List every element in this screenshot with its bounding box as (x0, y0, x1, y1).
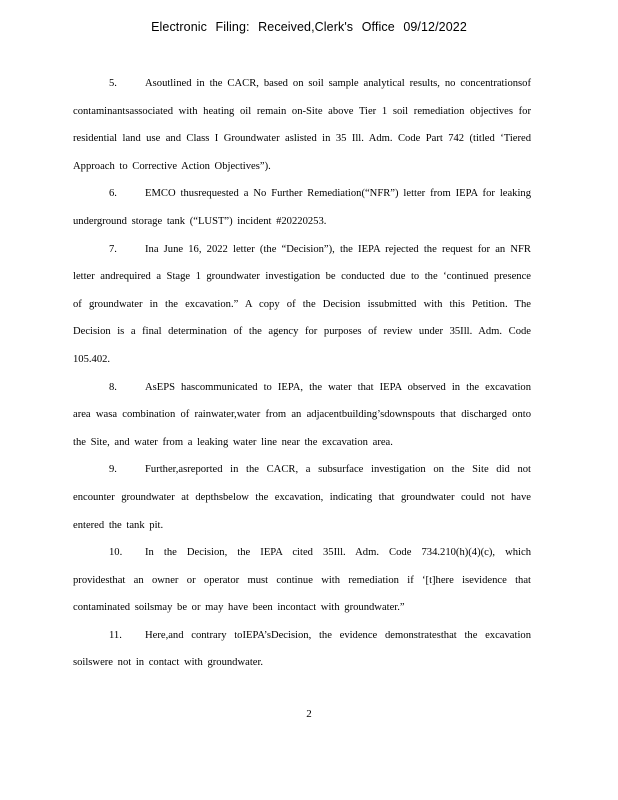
paragraph-text: Asoutlined in the CACR, based on soil sample analytical results, no concentrationsof contaminantsassociated with heating oil remain on-Site above Tier 1 soil remediation objectives for residential land use and Class I Groundwater aslisted in 35 Ill. Adm. Code Part 742 (titled ‘Tiered Approach to Corrective Action Objectives”). (73, 78, 531, 172)
document-body (73, 70, 531, 677)
paragraph-text: In the Decision, the IEPA cited 35Ill. Adm. Code 734.210(h)(4)(c), which providesthat an owner or operator must continue with remediation if ‘[t]here isevidence that contaminated soilsmay be or may have been incontact with groundwater.” (73, 547, 531, 614)
paragraph-10 (73, 539, 531, 622)
paragraph-number: 6. (109, 188, 117, 200)
paragraph-text: Here,and contrary toIEPA’sDecision, the evidence demonstratesthat the excavation soilswere not in contact with groundwater. (73, 629, 531, 669)
paragraph-text: Ina June 16, 2022 letter (the “Decision”), the IEPA rejected the request for an NFR letter andrequired a Stage 1 groundwater investigation be conducted due to the ‘continued presence of groundwater in the excavation.” A copy of the Decision issubmitted with this Petition. The Decision is a final determination of the agency for purposes of review under 35Ill. Adm. Code 105.402. (73, 243, 531, 365)
paragraph-11 (73, 622, 531, 677)
paragraph-number: 5. (109, 78, 117, 89)
paragraph-text: Further,asreported in the CACR, a subsurface investigation on the Site did not encounter groundwater at depthsbelow the excavation, indicating that groundwater could not have entered the tank pit. (73, 464, 531, 531)
paragraph-9 (73, 456, 531, 539)
paragraph-5 (73, 70, 531, 180)
paragraph-number: 8. (109, 381, 117, 393)
paragraph-text: AsEPS hascommunicated to IEPA, the water that IEPA observed in the excavation area wasa combination of rainwater,water from an adjacentbuilding’sdownspouts that discharged onto the Site, and water from a leaking water line near the excavation area. (73, 381, 531, 448)
paragraph-6 (73, 180, 531, 235)
paragraph-number: 9. (109, 464, 117, 476)
filing-stamp-header: Electronic Filing: Received,Clerk's Office 09/12/2022 (151, 20, 467, 34)
paragraph-number: 7. (109, 243, 117, 255)
paragraph-number: 10. (109, 547, 123, 559)
paragraph-text: EMCO thusrequested a No Further Remediation(“NFR”) letter from IEPA for leaking underground storage tank (“LUST”) incident #20220253. (73, 188, 531, 227)
page-number: 2 (306, 708, 312, 720)
paragraph-8 (73, 374, 531, 457)
paragraph-7 (73, 236, 531, 374)
paragraph-number: 11. (109, 629, 122, 641)
